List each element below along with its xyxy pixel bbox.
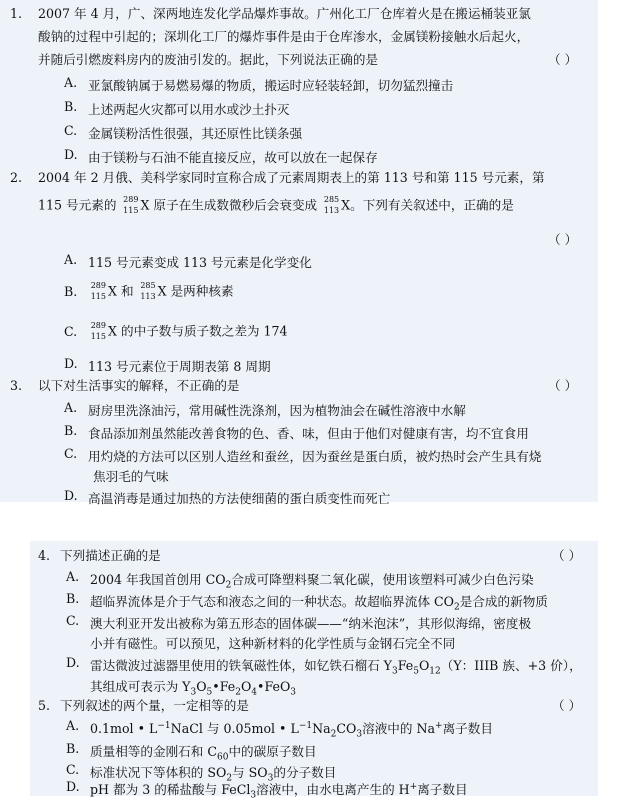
question-stem: 2007 年 4 月，广、深两地连发化学品爆炸事故。广州化工厂仓库着火是在搬运桶装亚氯 — [38, 6, 531, 21]
question-stem: 并随后引燃废料房内的废油引发的。据此，下列说法正确的是 — [38, 52, 379, 67]
question-stem: 以下对生活事实的解释，不正确的是 — [38, 378, 240, 393]
answer-blank: （ ） — [548, 52, 578, 67]
question-stem: 酸钠的过程中引起的；深圳化工厂的爆炸事件是由于仓库渗水，金属镁粉接触水后起火， — [38, 29, 530, 44]
question-number: 4. — [38, 548, 51, 563]
question-number: 3. — [10, 378, 23, 393]
nuclide-symbol: 285 113 — [140, 281, 156, 301]
answer-blank: （ ） — [552, 548, 582, 563]
question-stem: 下列描述正确的是 — [60, 548, 161, 563]
nuclide-symbol: 289 115 — [90, 321, 106, 341]
question-number: 5. — [38, 698, 51, 713]
question-number: 1. — [10, 6, 23, 21]
nuclide-symbol: 285 113 — [323, 195, 340, 215]
answer-blank: （ ） — [548, 378, 578, 393]
answer-blank: （ ） — [552, 698, 582, 713]
question-stem: 115 号元素的 289 115 X 原子在生成数微秒后会衰变成 285 113 X。下列有关叙述中，正确的是 — [38, 194, 514, 218]
nuclide-symbol: 289 115 — [90, 281, 106, 301]
question-number: 2. — [10, 170, 23, 185]
question-stem: 2004 年 2 月俄、美科学家同时宣称合成了元素周期表上的第 113 号和第 115 号元素，第 — [38, 170, 545, 185]
question-stem: 下列叙述的两个量，一定相等的是 — [60, 698, 249, 713]
answer-blank: （ ） — [548, 232, 578, 247]
nuclide-symbol: 289 115 — [123, 195, 139, 215]
